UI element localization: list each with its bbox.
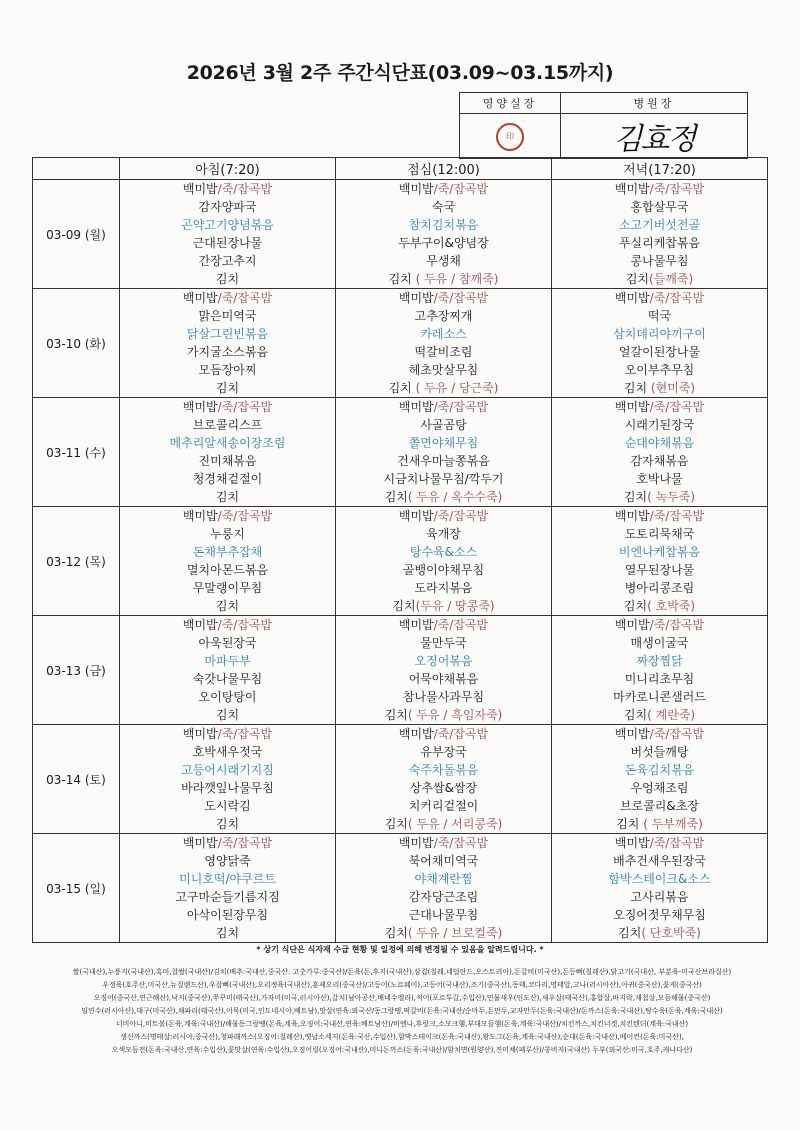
menu-item: 김치 (215, 381, 240, 395)
breakfast-cell (120, 289, 336, 398)
menu-item: 시래기된장국 (624, 418, 695, 432)
menu-item: 돈육김치볶음 (624, 763, 695, 777)
breakfast-cell (120, 398, 336, 507)
menu-item: 백미밥/죽/잡곡밥 (398, 509, 489, 523)
menu-item: 닭살그린빈볶음 (186, 327, 269, 341)
origin-line: 우정육(호주산,미국산,뉴질랜드산),우잡뼈(국내산),오리정육(국내산),훈제오리(중국산)/고등어(노르웨이),고등어(국내산),조기(중국산),동태,코다리,명태알,고나(러시아산),아귀(중국산),꽃게(중국산) (102, 981, 702, 989)
menu-item: 콩나물무침 (630, 254, 689, 268)
menu-item: 오징어볶음 (414, 654, 473, 668)
lunch-cell (336, 616, 552, 725)
origin-line: 임연수(러시아산),대구(미국산),채파리(태국산),어묵(미국,인도네시아,베트남),맛살(연육:외국산/동그랑땡,떡갈비(돈육:국내산/순마두,돈만두,교자만두(돈육:국내산)/돈까스(돈육:국내산),탕수육(돈육,계육:국내산) (81, 1007, 723, 1015)
menu-item: 감자양파국 (198, 200, 257, 214)
menu-item: 삼치데리야끼구이 (613, 327, 706, 341)
day-label: 03-11 (수) (33, 398, 120, 507)
menu-item: 무말랭이무침 (192, 581, 263, 595)
menu-item: 고추장찌개 (414, 309, 473, 323)
menu-item: 백미밥/죽/잡곡밥 (614, 182, 705, 196)
breakfast-cell (120, 507, 336, 616)
menu-item: 참나물사과무침 (402, 690, 485, 704)
menu-item: 호박새우젓국 (192, 745, 263, 759)
menu-item: 버섯들깨탕 (630, 745, 689, 759)
breakfast-cell (120, 834, 336, 943)
menu-item: 상추쌈&쌈장 (409, 781, 478, 795)
menu-item: 미니호떡/야쿠르트 (179, 872, 276, 886)
handwritten-signature: 김효정 (613, 122, 695, 157)
menu-item: 김치 (215, 926, 240, 940)
menu-item: 메추리알새송이장조림 (169, 436, 286, 450)
menu-day-row (33, 180, 768, 289)
menu-item: 병아리콩조림 (624, 581, 695, 595)
header-breakfast: 아침(7:20) (120, 158, 336, 180)
menu-item: 떡국 (647, 309, 672, 323)
menu-item: 순대야채볶음 (624, 436, 695, 450)
menu-item: 누룽지 (210, 527, 245, 541)
menu-item: 비엔나케찹볶음 (618, 545, 701, 559)
dinner-cell (552, 507, 768, 616)
menu-item: 김치 (현미죽) (623, 381, 696, 395)
menu-item: 김치( 두유 / 옥수수죽) (384, 490, 503, 504)
menu-item: 근대된장나물 (192, 236, 263, 250)
origin-line: 생선까스(명태살:러시아,중국산),청파래까스(오징어:칠레산),옛날소세지(돈육:국산,수입산),함박스테이크(돈육:국내산),왕도그(돈육,계육:국내산),순대(돈육:국내산),베이컨(돈육:미국산), (120, 1033, 684, 1041)
menu-item: 매생이굴국 (630, 636, 689, 650)
menu-item: 시금치나물무침/깍두기 (383, 472, 504, 486)
breakfast-cell (120, 616, 336, 725)
header-dinner: 저녁(17:20) (552, 158, 768, 180)
menu-item: 백미밥/죽/잡곡밥 (182, 291, 273, 305)
menu-item: 짜장찜닭 (636, 654, 683, 668)
dinner-cell (552, 180, 768, 289)
lunch-cell (336, 398, 552, 507)
origin-line: 오징어(중국산,연근해산),낙지(중국산),쭈꾸미(태국산),가자미(미국,러시아산),갈치(남아공산,베네수엘라),적어(포르투갈,수입산),민물새우(인도산),새우살(태국산),홍합살,바지락,재첩살,모듬해물(중국산) (93, 994, 711, 1002)
menu-item: 김치( 계란죽) (623, 708, 696, 722)
menu-item: 브로콜리&초장 (620, 799, 699, 813)
menu-item: 열무된장나물 (624, 563, 695, 577)
menu-item: 배추건새우된장국 (613, 854, 706, 868)
menu-item: 김치 (215, 272, 240, 286)
menu-item: 백미밥/죽/잡곡밥 (398, 618, 489, 632)
menu-item: 카레소스 (420, 327, 467, 341)
approval-label-nutrition: 영양실장 (460, 93, 561, 114)
menu-item: 청경채겉절이 (192, 472, 263, 486)
menu-item: 감자채볶음 (630, 454, 689, 468)
menu-item: 김치( 단호박죽) (618, 926, 701, 940)
menu-item: 아삭이된장무침 (186, 908, 269, 922)
seal-stamp-icon: 印 (496, 123, 524, 151)
menu-header-row (33, 158, 768, 180)
dinner-cell (552, 398, 768, 507)
menu-item: 근대나물무침 (408, 908, 479, 922)
menu-item: 숙주차돌볶음 (408, 763, 479, 777)
menu-day-row (33, 834, 768, 943)
lunch-cell (336, 507, 552, 616)
menu-day-row (33, 616, 768, 725)
menu-item: 푸실리케찹볶음 (618, 236, 701, 250)
menu-item: 마파두부 (204, 654, 251, 668)
menu-header-corner (33, 158, 120, 180)
menu-item: 진미채볶음 (198, 454, 257, 468)
menu-item: 마카로니콘샐러드 (613, 690, 706, 704)
change-notice: * 상기 식단은 식자재 수급 현황 및 일정에 의해 변경될 수 있음을 알려드립니다. * (256, 945, 544, 954)
menu-item: 고사리볶음 (630, 890, 689, 904)
menu-day-row (33, 507, 768, 616)
menu-item: 백미밥/죽/잡곡밥 (614, 836, 705, 850)
menu-item: 함박스테이크&소스 (608, 872, 711, 886)
menu-item: 고등어시래기지짐 (181, 763, 274, 777)
origin-line: 오색모듬전(돈육:국내산,연육:수입산),꽃맛살(연육:수입산),오징어링(오징어:국내산),미니돈까스(돈육:국내산)/함치면(원양산),진미채(페루산)/콩비지(국내산) 두부(외국산:미국,호주,캐나다산) (111, 1046, 693, 1054)
day-label: 03-10 (화) (33, 289, 120, 398)
lunch-cell (336, 289, 552, 398)
menu-item: 간장고추지 (198, 254, 257, 268)
day-label: 03-13 (금) (33, 616, 120, 725)
menu-item: 김치 (215, 599, 240, 613)
lunch-cell (336, 180, 552, 289)
menu-item: 골뱅이야채무침 (402, 563, 485, 577)
menu-item: 물만두국 (420, 636, 467, 650)
menu-item: 건새우마늘쫑볶음 (397, 454, 490, 468)
menu-item: 우엉채조림 (630, 781, 689, 795)
menu-item: 육개장 (426, 527, 461, 541)
menu-item: 김치 (215, 817, 240, 831)
menu-item: 호박나물 (636, 472, 683, 486)
menu-item: 백미밥/죽/잡곡밥 (398, 291, 489, 305)
menu-item: 숙갓나물무침 (192, 672, 263, 686)
page-title: 2026년 3월 2주 주간식단표(03.09~03.15까지) (186, 62, 614, 84)
origin-line: 너비아니,미트볼(돈육,계육:국내산)/해물동그랑땡(돈육,계육,오징어:국내산,연육:베트남산)/비엔나,후랑크,소모크햄,부대모듬햄(돈육,계육:국내산)/치킨까스,치킨너겟,치킨텐더(계육:국내산) (115, 1020, 689, 1028)
menu-item: 백미밥/죽/잡곡밥 (182, 727, 273, 741)
menu-item: 백미밥/죽/잡곡밥 (398, 182, 489, 196)
menu-item: 도라지볶음 (414, 581, 473, 595)
menu-item: 백미밥/죽/잡곡밥 (614, 291, 705, 305)
menu-item: 얼갈이된장나물 (618, 345, 701, 359)
menu-item: 백미밥/죽/잡곡밥 (398, 836, 489, 850)
menu-day-row (33, 289, 768, 398)
menu-item: 김치( 두유 / 브로컬죽) (384, 926, 503, 940)
menu-item: 야채계란찜 (414, 872, 473, 886)
menu-item: 숙국 (431, 200, 456, 214)
dinner-cell (552, 289, 768, 398)
approval-box (459, 92, 748, 159)
menu-item: 김치( 녹두죽) (623, 490, 696, 504)
approval-signature-cell (561, 114, 748, 159)
menu-item: 유부장국 (420, 745, 467, 759)
menu-item: 김치( 호박죽) (623, 599, 696, 613)
menu-item: 두부구이&양념장 (398, 236, 489, 250)
menu-item: 김치 (215, 490, 240, 504)
menu-item: 백미밥/죽/잡곡밥 (398, 727, 489, 741)
dinner-cell (552, 834, 768, 943)
menu-item: 오이탕탕이 (198, 690, 257, 704)
menu-item: 아욱된장국 (198, 636, 257, 650)
menu-item: 브로콜리스프 (192, 418, 263, 432)
day-label: 03-15 (일) (33, 834, 120, 943)
menu-item: 백미밥/죽/잡곡밥 (398, 400, 489, 414)
menu-item: 김치 ( 두유 / 당근죽) (388, 381, 499, 395)
menu-item: 김치(두유 / 땅콩죽) (392, 599, 495, 613)
breakfast-cell (120, 180, 336, 289)
menu-item: 도토리묵채국 (624, 527, 695, 541)
dinner-cell (552, 725, 768, 834)
menu-item: 무생채 (426, 254, 461, 268)
header-lunch: 점심(12:00) (336, 158, 552, 180)
menu-item: 쫄면야채무침 (408, 436, 479, 450)
menu-item: 북어채미역국 (408, 854, 479, 868)
menu-item: 홍합살무국 (630, 200, 689, 214)
menu-item: 오이부추무침 (624, 363, 695, 377)
menu-item: 감자당근조림 (408, 890, 479, 904)
menu-item: 백미밥/죽/잡곡밥 (182, 509, 273, 523)
menu-item: 김치 (215, 708, 240, 722)
menu-item: 멸치아몬드볶음 (186, 563, 269, 577)
menu-item: 곤약고기양념볶음 (181, 218, 274, 232)
menu-item: 김치( 두유 / 서리콩죽) (384, 817, 503, 831)
menu-item: 돈채부추잡채 (192, 545, 263, 559)
menu-item: 모듬장아찌 (198, 363, 257, 377)
menu-item: 치커리겉절이 (408, 799, 479, 813)
day-label: 03-09 (월) (33, 180, 120, 289)
menu-item: 사골곰탕 (420, 418, 467, 432)
dinner-cell (552, 616, 768, 725)
lunch-cell (336, 834, 552, 943)
menu-item: 소고기버섯전골 (618, 218, 701, 232)
menu-item: 김치 ( 두유 / 참깨죽) (388, 272, 499, 286)
menu-item: 참치김치볶음 (408, 218, 479, 232)
menu-item: 탕수육&소스 (409, 545, 478, 559)
menu-item: 백미밥/죽/잡곡밥 (182, 618, 273, 632)
menu-item: 김치(들깨죽) (625, 272, 694, 286)
menu-item: 가지굴소스볶음 (186, 345, 269, 359)
day-label: 03-14 (토) (33, 725, 120, 834)
menu-item: 김치 ( 두부깨죽) (616, 817, 703, 831)
menu-item: 백미밥/죽/잡곡밥 (614, 727, 705, 741)
day-label: 03-12 (목) (33, 507, 120, 616)
menu-item: 떡갈비조림 (414, 345, 473, 359)
menu-item: 맑은미역국 (198, 309, 257, 323)
menu-item: 오징어젓무채무침 (613, 908, 706, 922)
menu-item: 백미밥/죽/잡곡밥 (614, 509, 705, 523)
menu-item: 김치( 두유 / 흑임자죽) (384, 708, 503, 722)
menu-item: 어묵야채볶음 (408, 672, 479, 686)
lunch-cell (336, 725, 552, 834)
weekly-menu-table (32, 157, 768, 943)
menu-item: 백미밥/죽/잡곡밥 (182, 836, 273, 850)
origin-line: 쌀(국내산),누룽지(국내산),흑미,찹쌀(국내산)/김치(배추:국내산,중국산. 고춧가루:중국산)/돈육(돈,후지(국내산),삼겹(칠레,네덜란드,오스트리아),돈갈비(미국산),돈등뼈(칠레산),닭고기(국내산, 부분육-미국산브라질산) (72, 968, 732, 976)
menu-item: 백미밥/죽/잡곡밥 (614, 618, 705, 632)
menu-item: 바라깻잎나물무침 (181, 781, 274, 795)
breakfast-cell (120, 725, 336, 834)
origin-info (28, 966, 776, 1057)
approval-label-director: 병원장 (561, 93, 748, 114)
menu-item: 도시락김 (204, 799, 251, 813)
menu-item: 영양닭죽 (204, 854, 251, 868)
approval-stamp-cell (460, 114, 561, 159)
menu-item: 백미밥/죽/잡곡밥 (614, 400, 705, 414)
menu-item: 고구마순들기름지짐 (175, 890, 280, 904)
menu-item: 백미밥/죽/잡곡밥 (182, 400, 273, 414)
menu-item: 헤초맛살무침 (408, 363, 479, 377)
menu-item: 백미밥/죽/잡곡밥 (182, 182, 273, 196)
menu-day-row (33, 725, 768, 834)
menu-day-row (33, 398, 768, 507)
menu-item: 미니리초무침 (624, 672, 695, 686)
